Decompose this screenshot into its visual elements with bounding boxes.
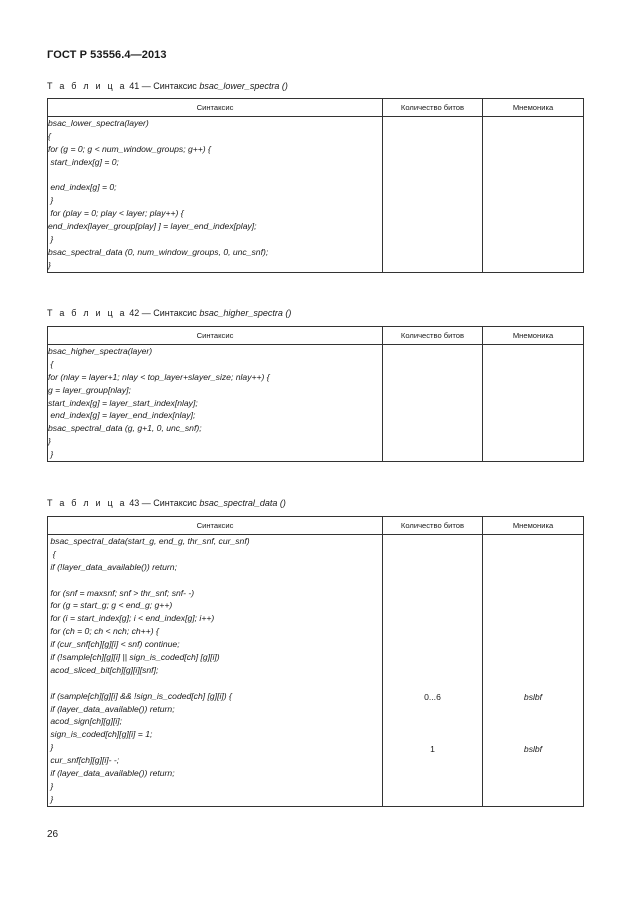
- bits-value: 0...6: [424, 692, 441, 702]
- syntax-cell: [48, 535, 383, 807]
- code-line: end_index[g] = 0;: [48, 182, 117, 193]
- code-line: bsac_lower_spectra(layer): [48, 118, 149, 128]
- code-line: bsac_spectral_data (g, g+1, 0, unc_snf);: [48, 423, 202, 434]
- code-line: acod_sliced_bit[ch][g][i][snf];: [48, 664, 159, 675]
- bits-cell: [383, 345, 483, 462]
- caption-prefix: Т а б л и ц а: [47, 308, 127, 318]
- caption-function: bsac_spectral_data (): [199, 498, 286, 508]
- bits-header: Количество битов: [383, 327, 483, 345]
- code-line: }: [48, 780, 54, 791]
- code-line: start_index[g] = 0;: [48, 156, 119, 167]
- bits-header: Количество битов: [383, 99, 483, 117]
- code-line: end_index[layer_group[play] ] = layer_end_index[play];: [48, 221, 257, 232]
- table-row: [48, 535, 584, 807]
- code-line: }: [48, 259, 51, 270]
- code-line: for (g = start_g; g < end_g; g++): [48, 600, 173, 611]
- code-line: start_index[g] = layer_start_index[nlay];: [48, 397, 198, 408]
- table-41-caption: [47, 81, 288, 91]
- code-line: bsac_higher_spectra(layer): [48, 346, 153, 356]
- code-line: for (snf = maxsnf; snf > thr_snf; snf- -): [48, 587, 195, 598]
- code-line: }: [48, 793, 54, 804]
- syntax-cell: [48, 345, 383, 462]
- syntax-header: Синтаксис: [48, 99, 383, 117]
- mnemonic-header: Мнемоника: [483, 327, 584, 345]
- caption-text: 41 — Синтаксис: [126, 81, 200, 91]
- code-line: if (!sample[ch][g][i] || sign_is_coded[ch] [g][i]): [48, 652, 220, 663]
- code-line: acod_sign[ch][g][i];: [48, 716, 123, 727]
- code-line: g = layer_group[nlay];: [48, 384, 131, 395]
- code-line: }: [48, 436, 51, 447]
- table-43-caption: [47, 498, 286, 508]
- code-line: cur_snf[ch][g][i]- -;: [48, 755, 120, 766]
- table-header-row: [48, 517, 584, 535]
- code-line: if (layer_data_available()) return;: [48, 703, 175, 714]
- syntax-header: Синтаксис: [48, 327, 383, 345]
- code-line: [48, 574, 382, 587]
- code-line: for (i = start_index[g]; i < end_index[g]; i++): [48, 613, 215, 624]
- table-43: [47, 516, 584, 807]
- bits-cell: [383, 117, 483, 273]
- page-number: 26: [47, 829, 59, 840]
- caption-prefix: Т а б л и ц а: [47, 498, 127, 508]
- code-line: {: [48, 548, 56, 559]
- code-line: end_index[g] = layer_end_index[nlay];: [48, 410, 196, 421]
- code-line: if (sample[ch][g][i] && !sign_is_coded[ch] [g][i]) {: [48, 690, 232, 701]
- bits-value: 1: [430, 744, 435, 754]
- code-line: bsac_spectral_data(start_g, end_g, thr_snf, cur_snf): [48, 536, 250, 546]
- code-line: for (g = 0; g < num_window_groups; g++) {: [48, 143, 211, 154]
- code-line: for (nlay = layer+1; nlay < top_layer+slayer_size; nlay++) {: [48, 371, 270, 382]
- code-line: {: [48, 358, 54, 369]
- mnemonic-value: bslbf: [523, 744, 543, 754]
- code-line: }: [48, 195, 54, 206]
- code-line: bsac_spectral_data (0, num_window_groups, 0, unc_snf);: [48, 246, 269, 257]
- mnemonic-cell: [483, 117, 584, 273]
- code-line: for (play = 0; play < layer; play++) {: [48, 208, 184, 219]
- mnemonic-cell: [483, 345, 584, 462]
- caption-function: bsac_lower_spectra (): [199, 81, 288, 91]
- code-line: if (!layer_data_available()) return;: [48, 561, 177, 572]
- table-41: [47, 98, 584, 273]
- document-header: ГОСТ Р 53556.4—2013: [47, 49, 167, 61]
- caption-prefix: Т а б л и ц а: [47, 81, 127, 91]
- caption-text: 43 — Синтаксис: [126, 498, 200, 508]
- mnemonic-header: Мнемоника: [483, 517, 584, 535]
- bits-header: Количество битов: [383, 517, 483, 535]
- code-line: [48, 169, 382, 182]
- code-line: [48, 677, 382, 690]
- caption-function: bsac_higher_spectra (): [199, 308, 292, 318]
- code-line: if (layer_data_available()) return;: [48, 768, 175, 779]
- table-header-row: [48, 99, 584, 117]
- table-header-row: [48, 327, 584, 345]
- code-line: }: [48, 742, 54, 753]
- code-line: for (ch = 0; ch < nch; ch++) {: [48, 626, 159, 637]
- syntax-header: Синтаксис: [48, 517, 383, 535]
- code-line: }: [48, 234, 54, 245]
- code-line: if (cur_snf[ch][g][i] < snf) continue;: [48, 639, 180, 650]
- table-42: [47, 326, 584, 462]
- code-line: }: [48, 449, 54, 460]
- caption-text: 42 — Синтаксис: [126, 308, 200, 318]
- mnemonic-header: Мнемоника: [483, 99, 584, 117]
- syntax-cell: [48, 117, 383, 273]
- mnemonic-value: bslbf: [523, 692, 543, 702]
- table-row: [48, 345, 584, 462]
- table-42-caption: [47, 308, 291, 318]
- table-row: [48, 117, 584, 273]
- mnemonic-cell: [483, 535, 584, 807]
- code-line: sign_is_coded[ch][g][i] = 1;: [48, 729, 153, 740]
- code-line: {: [48, 130, 51, 141]
- bits-cell: [383, 535, 483, 807]
